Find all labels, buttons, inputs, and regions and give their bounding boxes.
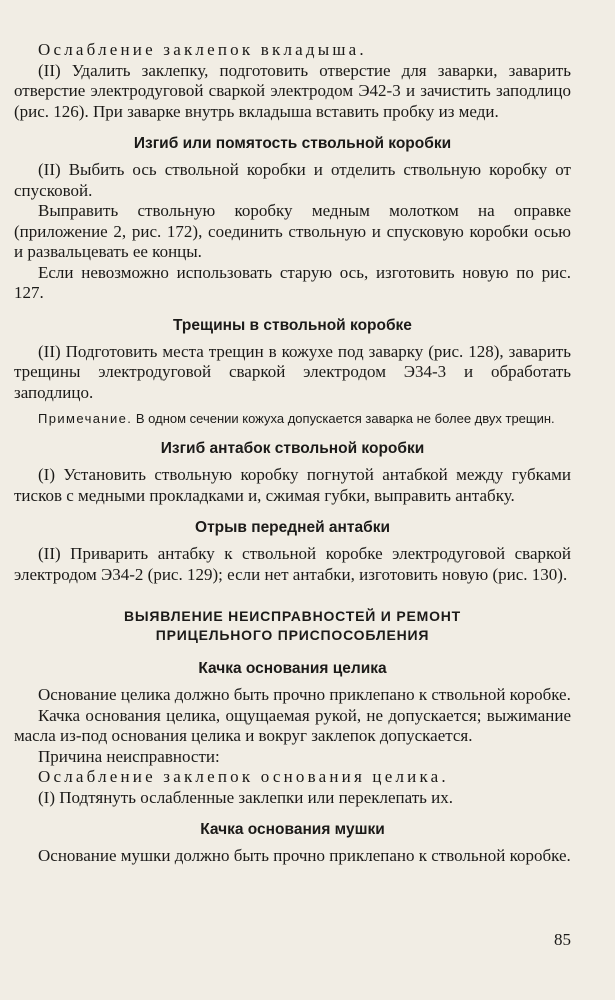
heading-rear-sight-play: Качка основания целика — [198, 660, 387, 677]
section-title-sight — [14, 607, 571, 645]
paragraph-cause-label: Причина неисправности: — [38, 746, 220, 766]
paragraph-swivel-weld: (II) Приварить антабку к ствольной коробке электродуговой сваркой электродом Э34-2 (рис. 129); если нет антабки, изготовить новую (рис. 130). — [14, 544, 571, 584]
defect-label-liner-rivets: Ослабление заклепок вкладыша. — [38, 40, 367, 59]
heading-front-swivel-break: Отрыв передней антабки — [195, 519, 390, 536]
section-title-line-2: ПРИЦЕЛЬНОГО ПРИСПОСОБЛЕНИЯ — [155, 627, 430, 643]
paragraph-new-axis: Если невозможно использовать старую ось, изготовить новую по рис. 127. — [14, 262, 571, 302]
defect-label-rear-sight-rivets: Ослабление заклепок основания целика. — [38, 767, 449, 786]
paragraph-cracks-welding: (II) Подготовить места трещин в кожухе под заварку (рис. 128), заварить трещины электродуговой сваркой электродом Э34-3 и обработать заподлицо. — [14, 341, 571, 402]
paragraph-tighten-rivets: (I) Подтянуть ослабленные заклепки или переклепать их. — [38, 787, 454, 807]
paragraph-receiver-straighten: Выправить ствольную коробку медным молотком на оправке (приложение 2, рис. 172), соединить ствольную и спусковую коробки осью и развальцевать ее концы. — [14, 201, 571, 261]
paragraph-rear-sight-play-rule: Качка основания целика, ощущаемая рукой, не допускается; выжимание масла из-под основания целика и вокруг заклепок допускается. — [14, 705, 571, 745]
note-label: Примечание. — [38, 411, 133, 426]
section-title-line-1: ВЫЯВЛЕНИЕ НЕИСПРАВНОСТЕЙ И РЕМОНТ — [123, 608, 462, 624]
heading-receiver-cracks: Трещины в ствольной коробке — [173, 316, 412, 334]
paragraph-front-sight-riveted: Основание мушки должно быть прочно приклепано к ствольной коробке. — [38, 846, 571, 865]
heading-front-sight-play: Качка основания мушки — [200, 821, 385, 838]
paragraph-receiver-separate: (II) Выбить ось ствольной коробки и отделить ствольную коробку от спусковой. — [14, 160, 571, 200]
note-cracks — [14, 411, 571, 427]
heading-receiver-bend: Изгиб или помятость ствольной коробки — [133, 135, 452, 152]
heading-swivel-bend: Изгиб антабок ствольной коробки — [160, 440, 425, 457]
paragraph-rear-sight-riveted: Основание целика должно быть прочно приклепано к ствольной коробке. — [38, 685, 571, 704]
paragraph-swivel-straighten: (I) Установить ствольную коробку погнутой антабкой между губками тисков с медными прокладками и, сжимая губки, выправить антабку. — [14, 465, 571, 505]
paragraph-liner-repair: (II) Удалить заклепку, подготовить отверстие для заварки, заварить отверстие электродуговой сваркой электродом Э42-3 и зачистить заподлицо (рис. 126). При заварке внутрь вкладыша вставить пробку из меди. — [14, 60, 571, 121]
note-text: В одном сечении кожуха допускается заварка не более двух трещин. — [132, 411, 555, 426]
page-number: 85 — [554, 930, 571, 949]
